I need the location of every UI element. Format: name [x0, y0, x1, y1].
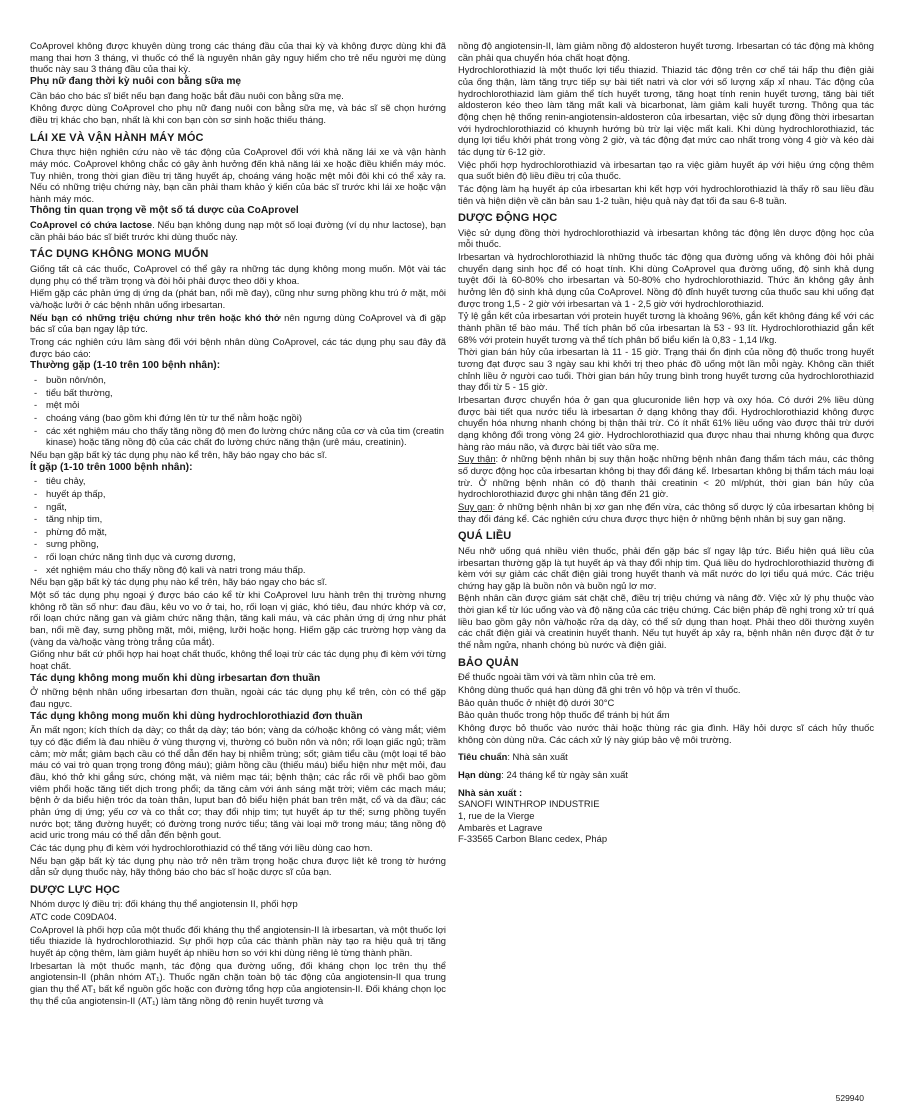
postmarketing-paragraph: Một số tác dụng phụ ngoại ý được báo cáo kể từ khi CoAprovel lưu hành trên thị trường nhưng không rõ tần số như: đau đầu, kêu vo vo ở tai, ho, rối loạn vị giác, khó tiêu, đau nhức khớp và cơ, rối loạn chức năng gan và giảm chức năng thận, tăng kali máu, và các phản ứng dị ứng như phát ban, nổi mề đay, sưng phồng mặt, môi, miệng, lưỡi hoặc họng. Hiếm gặp các trường hợp vàng da (vàng da và/hoặc vàng tròng trắng của mắt).	[30, 589, 446, 647]
manufacturer-line: SANOFI WINTHROP INDUSTRIE	[458, 798, 600, 810]
pharmacokinetics-paragraph-5: Irbesartan được chuyển hóa ở gan qua glucuronide liên hợp và oxy hóa. Có dưới 2% liều dùng được bài tiết qua nước tiểu là irbesartan ở dạng không thay đổi. Hydrochlorothiazid không được chuyển hóa nhưng nhanh chóng bị thận thải trừ. Có ít nhất 61% liều uống vào được thải trừ dưới dạng không đổi trong vòng 24 giờ. Hydrochlorothiazid qua được nhau thai nhưng không qua được hàng rào máu não, và được bài tiết vào sữa mẹ.	[458, 394, 874, 452]
irbesartan-effects-heading: Tác dụng không mong muốn khi dùng irbesartan đơn thuần	[30, 672, 321, 684]
irbesartan-effects-paragraph: Ở những bệnh nhân uống irbesartan đơn thuần, ngoài các tác dụng phụ kể trên, còn có thể gặp đau ngực.	[30, 686, 446, 709]
list-item: - buồn nôn/nôn,	[30, 374, 446, 386]
hydrochlorothiazid-paragraph-1: Hydrochlorothiazid là một thuốc lợi tiểu thiazid. Thiazid tác động trên cơ chế tái hấp thu điện giải của ống thận, làm tăng trực tiếp sự bài tiết natri và clor với số lượng xấp xỉ nhau. Tác động của hydrochlorothiazid làm giảm thể tích huyết tương, tăng hoạt tính renin huyết tương, tăng bài tiết aldosteron kéo theo làm tăng mất kali và bicarbonat, làm giảm kali huyết tương. Thông qua tác động chẹn hệ thống renin-angiotensin-aldosteron của irbesartan, việc sử dụng đồng thời irbesartan với hydrochlorothiazid có khuynh hướng bù trừ lại việc mất kali. Khi dùng hydrochlorothiazid, tác dụng lợi tiểu khởi phát trong vòng 2 giờ, và tác động đạt mức cao nhất trong vòng 4 giờ và kéo dài tác dụng từ 6-12 giờ.	[458, 64, 874, 157]
pharmacokinetics-heading: DƯỢC ĐỘNG HỌC	[458, 212, 558, 225]
breastfeeding-heading: Phụ nữ đang thời kỳ nuôi con bằng sữa mẹ	[30, 75, 242, 87]
list-item: - choáng váng (bao gồm khi đứng lên từ tư thế nằm hoặc ngồi)	[30, 412, 446, 424]
pharmacokinetics-paragraph-3: Tỷ lệ gắn kết của irbesartan với protein huyết tương là khoảng 96%, gắn kết không đáng kể với các thành phần tế bào máu. Thể tích phân bố của irbesartan là 53 - 93 lít. Hydrochlorothiazid gắn kết 68% với protein huyết tương và thể tích phân bố biểu kiến là 0,83 - 1,14 l/kg.	[458, 310, 874, 345]
storage-line: Bảo quản thuốc ở nhiệt độ dưới 30°C	[458, 696, 615, 708]
renal-impairment-label: Suy thận	[458, 453, 496, 465]
hydrochlorothiazid-paragraph-2: Việc phối hợp hydrochlorothiazid và irbesartan tạo ra việc giảm huyết áp với hiệu ứng cộng thêm qua suốt biên độ liều điều trị của thuốc.	[458, 158, 874, 182]
uncommon-effects-note: Nếu bạn gặp bất kỳ tác dụng phụ nào kể trên, hãy báo ngay cho bác sĩ.	[30, 576, 328, 588]
list-item: - tiêu chảy,	[30, 475, 446, 487]
expiry-line	[458, 769, 874, 781]
storage-line: Bảo quản thuốc trong hộp thuốc để tránh bị hút ẩm	[458, 709, 670, 721]
list-item: - mệt mỏi	[30, 399, 446, 411]
side-effects-paragraph-1: Giống tất cả các thuốc, CoAprovel có thể gây ra những tác dụng không mong muốn. Một vài tác dụng phụ có thể trầm trọng và đòi hỏi phải được theo dõi y khoa.	[30, 263, 446, 286]
pharmacodynamics-paragraph-1: CoAprovel là phối hợp của một thuốc đối kháng thụ thể angiotensin-II là irbesartan, và một thuốc lợi tiểu thiazide là hydrochlorothiazid. Sự phối hợp của các thành phần này tạo ra hiệu quả trị tăng huyết áp cộng thêm, làm giảm huyết áp nhiều hơn so với khi dùng riêng lẻ từng thành phần.	[30, 923, 446, 959]
manufacturer-block	[458, 787, 874, 845]
list-item: - huyết áp thấp,	[30, 488, 446, 500]
driving-paragraph: Chưa thực hiện nghiên cứu nào về tác động của CoAprovel đối với khả năng lái xe và vận hành máy móc. CoAprovel không chắc có gây ảnh hưởng đến khả năng lái xe hoặc điều khiển máy móc. Tuy nhiên, trong thời gian điều trị tăng huyết áp, choáng váng hoặc mệt mỏi đôi khi có thể xảy ra. Nếu có những triệu chứng này, bạn cần phải tham khảo ý kiến của bác sĩ trước khi lái xe hoặc vận hành máy móc.	[30, 146, 446, 204]
expiry-label: Hạn dùng	[458, 768, 502, 780]
standard-line	[458, 751, 874, 763]
side-effects-paragraph-2: Hiếm gặp các phản ứng dị ứng da (phát ban, nổi mề đay), cũng như sưng phồng khu trú ở mặt, môi và/hoặc lưỡi ở các bệnh nhân uống irbesartan.	[30, 287, 446, 311]
stop-warning-rest: nên ngưng dùng CoAprovel và đi gặp bác sĩ của bạn ngay lập tức.	[30, 311, 446, 335]
list-item: - xét nghiệm máu cho thấy nồng độ kali và natri trong máu thấp.	[30, 564, 446, 576]
standard-label: Tiêu chuẩn	[458, 751, 508, 763]
report-note: Nếu bạn gặp bất kỳ tác dụng phụ nào trở nên trầm trọng hoặc chưa được liệt kê trong tờ hướng dẫn sử dụng thuốc này, hãy thông báo cho bác sĩ hoặc dược sĩ của bạn.	[30, 854, 446, 878]
hydrochlorothiazid-effects-heading: Tác dụng không mong muốn khi dùng hydrochlorothiazid đơn thuần	[30, 710, 363, 722]
overdose-paragraph-1: Nếu nhỡ uống quá nhiều viên thuốc, phải đến gặp bác sĩ ngay lập tức. Biểu hiện quá liều của irbesartan thường gặp là tụt huyết áp và thay đổi nhịp tim. Quá liều do hydrochlorothiazid thường đi kèm với sự giảm các chất điện giải trong huyết thanh và mất nước do lợi tiểu quá mức. Các triệu chứng hay gặp là buồn nôn và buồn ngủ lơ mơ.	[458, 544, 874, 591]
dose-related-note: Các tác dụng phụ đi kèm với hydrochlorothiazid có thể tăng với liều dùng cao hơn.	[30, 841, 373, 853]
breastfeeding-paragraph-2: Không được dùng CoAprovel cho phụ nữ đang nuôi con bằng sữa mẹ, và bác sĩ sẽ chọn hướng điều trị khác cho bạn, nhất là khi con bạn còn sơ sinh hoặc thiếu tháng.	[30, 102, 446, 125]
right-column	[458, 40, 874, 846]
lactose-note-rest: . Nếu bạn không dung nạp một số loại đường (ví dụ như lactose), bạn cần phải báo bác sĩ biết trước khi dùng thuốc này.	[30, 219, 446, 242]
pharmacokinetics-paragraph-2: Irbesartan và hydrochlorothiazid là những thuốc tác động qua đường uống và không đòi hỏi phải chuyển dạng sinh học để có hoạt tính. Khi dùng CoAprovel qua đường uống, độ sinh khả dụng tuyệt đối là 60-80% cho irbesartan và 50-80% cho hydrochlorothiazid. Thức ăn không gây ảnh hưởng lên độ sinh khả dụng của CoAprovel. Nồng độ đỉnh huyết tương của thuốc sau khi uống đạt được trong 1,5 - 2 giờ với irbesartan và 1 - 2,5 giờ với hydrochlorothiazid.	[458, 251, 874, 309]
renal-impairment-text: : ở những bệnh nhân bị suy thận hoặc những bệnh nhân đang thẩm tách máu, các thông số dược động học của irbesartan không bị thay đổi đáng kể. Irbesartan không bị thẩm tách máu loại trừ. Ở những bệnh nhân có độ thanh thải creatinin < 20 ml/phút, thời gian bán hủy của hydrochlorothiazid được ghi nhận tăng đến 21 giờ.	[458, 453, 874, 500]
hepatic-impairment-text: : ở những bệnh nhân bị xơ gan nhẹ đến vừa, các thông số dược lý của irbesartan không bị thay đổi đáng kể. Các nghiên cứu chưa được thực hiện ở những bệnh nhân bị suy gan nặng.	[458, 500, 874, 524]
combination-paragraph: Giống như bất cứ phối hợp hai hoạt chất thuốc, không thể loại trừ các tác dụng phụ đi kèm với từng hoạt chất.	[30, 648, 446, 672]
overdose-paragraph-2: Bệnh nhân cần được giám sát chặt chẽ, điều trị triệu chứng và nâng đỡ. Việc xử lý phụ thuộc vào thời gian kể từ lúc uống vào và độ nặng của các triệu chứng. Các biện pháp đề nghị trong xử trí quá liều bao gồm gây nôn và/hoặc rửa dạ dày, có thể sử dụng than hoạt. Phải theo dõi thường xuyên các chất điện giải và creatinin huyết thanh. Nếu tụt huyết áp xảy ra, bệnh nhân nên được đặt ở tư thế nằm ngửa, nhanh chóng bù nước và điện giải.	[458, 592, 874, 651]
storage-line: Không dùng thuốc quá hạn dùng đã ghi trên vỏ hộp và trên vỉ thuốc.	[458, 684, 741, 696]
pharmacokinetics-paragraph-4: Thời gian bán hủy của irbesartan là 11 - 15 giờ. Trạng thái ổn định của nồng độ thuốc trong huyết tương đạt được sau 3 ngày sau khi khởi trị theo phác đồ uống một lần mỗi ngày. Không cần thiết chỉnh liều ở người cao tuổi. Thời gian bán hủy trung bình trong huyết tương của hydrochlorothiazid thay đổi từ 5 - 15 giờ.	[458, 346, 874, 393]
common-effects-list	[30, 374, 446, 448]
list-item: - phừng đỏ mặt,	[30, 526, 446, 538]
manufacturer-label: Nhà sản xuất :	[458, 786, 523, 798]
hepatic-impairment-paragraph	[458, 501, 874, 524]
storage-line: Không được bỏ thuốc vào nước thải hoặc thùng rác gia đình. Hãy hỏi dược sĩ cách hủy thuốc không còn dùng nữa. Các cách xử lý này giúp bảo vệ môi trường.	[458, 722, 874, 745]
left-column	[30, 40, 446, 1007]
list-item: - tiểu bất thường,	[30, 387, 446, 399]
stop-warning: Nếu bạn có những triệu chứng như trên hoặc khó thở	[30, 311, 281, 323]
list-item: - rối loạn chức năng tình dục và cương dương,	[30, 551, 446, 563]
side-effects-paragraph-4: Trong các nghiên cứu lâm sàng đối với bệnh nhân dùng CoAprovel, các tác dụng phụ sau đây đã được báo cáo:	[30, 336, 446, 359]
excipient-heading: Thông tin quan trọng về một số tá dược của CoAprovel	[30, 205, 299, 217]
uncommon-effects-heading: Ít gặp (1-10 trên 1000 bệnh nhân):	[30, 461, 193, 473]
side-effects-heading: TÁC DỤNG KHÔNG MONG MUỐN	[30, 248, 209, 261]
list-item: - ngất,	[30, 501, 446, 513]
overdose-heading: QUÁ LIỀU	[458, 530, 512, 543]
pharmacokinetics-paragraph-1: Việc sử dụng đồng thời hydrochlorothiazid và irbesartan không tác động lên dược động học của mỗi thuốc.	[458, 226, 874, 250]
atc-code: ATC code C09DA04.	[30, 911, 117, 923]
pharmacodynamics-heading: DƯỢC LỰC HỌC	[30, 883, 120, 896]
lactose-note: CoAprovel có chứa lactose	[30, 219, 153, 231]
storage-line: Để thuốc ngoài tầm với và tầm nhìn của trẻ em.	[458, 671, 656, 683]
driving-heading: LÁI XE VÀ VẬN HÀNH MÁY MÓC	[30, 131, 204, 144]
hydrochlorothiazid-paragraph-3: Tác động làm hạ huyết áp của irbesartan khi kết hợp với hydrochlorothiazid là thấy rõ sau liều đầu tiên và hiện diện về căn bản sau 1-2 tuần, hiệu quả này đạt tối đa sau 6-8 tuần.	[458, 182, 874, 206]
uncommon-effects-list	[30, 475, 446, 575]
expiry-value: : 24 tháng kể từ ngày sản xuất	[501, 768, 628, 780]
hydrochlorothiazid-effects-paragraph: Ăn mất ngon; kích thích dạ dày; co thắt dạ dày; táo bón; vàng da có/hoặc không có vàng mắt; viêm tụy có đặc điểm là đau nhiều ở vùng thượng vị, thường có buồn nôn và nôn; rối loạn giấc ngủ; trầm cảm; mờ mắt; giảm bạch cầu có thể dẫn đến hay bị nhiễm trùng; sốt; giảm tiểu cầu (một loại tế bào máu có vai trò quan trọng trong đông máu); giảm hồng cầu (thiếu máu) biểu hiện như mệt mỏi, đau đầu, khó thở khi gắng sức, chóng mặt, và niêm mạc tái; bệnh thận; các rắc rối về phổi bao gồm viêm phổi hoặc tăng tiết dịch trong phổi; da tăng cảm với ánh sáng mặt trời; viêm các mạch máu; bệnh ở da biểu hiện tróc da toàn thân, luput ban đỏ biểu hiện phát ban trên mặt, cổ và da đầu; các phản ứng dị ứng; yếu cơ và co thắt cơ; thay đổi nhịp tim; tụt huyết áp tư thế; sưng phồng tuyến nước bọt; tăng đường huyết; có đường trong nước tiểu; tăng vài loại mỡ trong máu; tăng nồng độ acid uric trong máu có thể dẫn đến bệnh gout.	[30, 724, 446, 841]
continuation-paragraph: nồng độ angiotensin-II, làm giảm nồng độ aldosteron huyết tương. Irbesartan có tác động mà không cần phải qua chuyển hóa chất hoạt động.	[458, 40, 874, 63]
list-item: - các xét nghiệm máu cho thấy tăng nồng độ men đo lường chức năng của cơ và của tim (creatin kinase) hoặc tăng nồng độ của các chất đo lường chức năng thận (urê máu, creatinin).	[30, 425, 446, 448]
pregnancy-paragraph: CoAprovel không được khuyên dùng trong các tháng đầu của thai kỳ và không được dùng khi đã mang thai hơn 3 tháng, vì thuốc có thể là nguyên nhân gây nguy hiểm cho trẻ nếu người mẹ dùng thuốc này sau 3 tháng đầu của thai kỳ.	[30, 40, 446, 75]
side-effects-paragraph-3	[30, 312, 446, 335]
manufacturer-line: Ambarès et Lagrave	[458, 821, 543, 833]
document-code: 529940	[835, 1093, 864, 1103]
list-item: - tăng nhịp tim,	[30, 513, 446, 525]
manufacturer-line: 1, rue de la Vierge	[458, 809, 535, 821]
hepatic-impairment-label: Suy gan	[458, 500, 493, 512]
excipient-paragraph	[30, 219, 446, 242]
pharmacodynamics-paragraph-2: Irbesartan là một thuốc mạnh, tác động qua đường uống, đối kháng chọn lọc trên thụ thể angiotensin-II (phân nhóm AT₁). Thuốc ngăn chặn toàn bộ tác động của angiotensin-II qua trung gian thụ thể AT₁ bất kể nguồn gốc hoặc con đường tổng hợp của angiotensin-II. Đối kháng chọn lọc thụ thể của angiotensin-II (AT₁) làm tăng nồng độ renin huyết tương và	[30, 959, 446, 1006]
pharmacological-group: Nhóm dược lý điều trị: đối kháng thụ thể angiotensin II, phối hợp	[30, 898, 298, 910]
storage-heading: BẢO QUẢN	[458, 656, 519, 669]
common-effects-heading: Thường gặp (1-10 trên 100 bệnh nhân):	[30, 360, 221, 372]
standard-value: : Nhà sản xuất	[507, 751, 568, 763]
breastfeeding-paragraph-1: Cần báo cho bác sĩ biết nếu bạn đang hoặc bắt đầu nuôi con bằng sữa mẹ.	[30, 89, 344, 101]
list-item: - sưng phồng,	[30, 538, 446, 550]
renal-impairment-paragraph	[458, 453, 874, 500]
manufacturer-line: F-33565 Carbon Blanc cedex, Pháp	[458, 833, 608, 845]
common-effects-note: Nếu bạn gặp bất kỳ tác dụng phụ nào kể trên, hãy báo ngay cho bác sĩ.	[30, 448, 328, 460]
